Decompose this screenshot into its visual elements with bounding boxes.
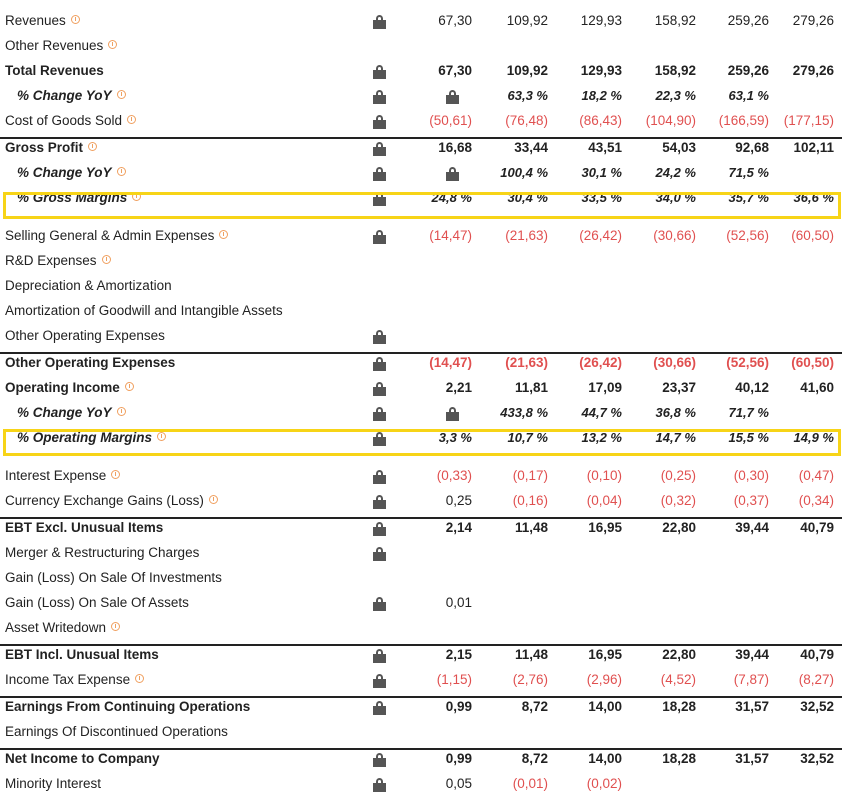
value-cell: 35,7 % bbox=[728, 190, 769, 205]
value-cell: 40,79 bbox=[800, 520, 834, 535]
value-cell: 32,52 bbox=[800, 699, 834, 714]
table-row bbox=[0, 489, 842, 514]
row-label bbox=[5, 699, 250, 715]
row-label bbox=[5, 620, 120, 636]
table-row bbox=[0, 616, 842, 641]
value-cell: 109,92 bbox=[506, 13, 548, 28]
value-cell: (0,34) bbox=[798, 493, 834, 508]
lock-icon bbox=[373, 597, 386, 611]
value-cell: 31,57 bbox=[735, 699, 769, 714]
value-cell: (0,30) bbox=[733, 468, 769, 483]
value-cell: 15,5 % bbox=[728, 430, 769, 445]
row-label-text: Minority Interest bbox=[5, 776, 102, 791]
value-cell: 33,5 % bbox=[581, 190, 622, 205]
value-cell: 158,92 bbox=[654, 63, 696, 78]
row-label-text: % Change YoY bbox=[17, 88, 112, 103]
value-cell: 24,2 % bbox=[655, 165, 696, 180]
row-label-text: Revenues bbox=[5, 13, 66, 28]
row-label bbox=[5, 493, 218, 509]
value-cell: 22,80 bbox=[662, 647, 696, 662]
value-cell: 44,7 % bbox=[581, 405, 622, 420]
value-cell: 11,81 bbox=[514, 380, 548, 395]
row-label-text: Gross Profit bbox=[5, 140, 84, 155]
lock-icon bbox=[373, 65, 386, 79]
row-label-text: R&D Expenses bbox=[5, 253, 97, 268]
value-cell: 40,12 bbox=[735, 380, 769, 395]
highlight-box bbox=[3, 192, 841, 219]
lock-icon bbox=[373, 649, 386, 663]
row-label-text: Earnings From Continuing Operations bbox=[5, 699, 251, 714]
row-label bbox=[5, 278, 172, 294]
value-cell: (0,32) bbox=[660, 493, 696, 508]
row-separator bbox=[0, 137, 842, 139]
row-label bbox=[5, 776, 101, 792]
table-row bbox=[0, 136, 842, 161]
row-label-text: Earnings Of Discontinued Operations bbox=[5, 724, 228, 739]
row-label-text: Other Operating Expenses bbox=[5, 355, 176, 370]
table-row bbox=[0, 324, 842, 349]
row-label-text: Gain (Loss) On Sale Of Assets bbox=[5, 595, 189, 610]
value-cell: 17,09 bbox=[588, 380, 622, 395]
row-label bbox=[5, 13, 80, 29]
table-row bbox=[0, 747, 842, 772]
value-cell: 16,95 bbox=[588, 647, 622, 662]
lock-icon bbox=[373, 230, 386, 244]
info-icon[interactable] bbox=[219, 230, 228, 239]
row-label-text: Asset Writedown bbox=[5, 620, 107, 635]
table-row bbox=[0, 59, 842, 84]
row-label bbox=[5, 38, 117, 54]
value-cell: 67,30 bbox=[438, 13, 472, 28]
table-row bbox=[0, 351, 842, 376]
info-icon[interactable] bbox=[127, 115, 136, 124]
info-icon[interactable] bbox=[88, 142, 97, 151]
value-cell: (26,42) bbox=[579, 355, 622, 370]
row-label-text: Depreciation & Amortization bbox=[5, 278, 172, 293]
table-row bbox=[0, 249, 842, 274]
value-cell: 67,30 bbox=[438, 63, 472, 78]
value-cell: 92,68 bbox=[735, 140, 769, 155]
info-icon[interactable] bbox=[209, 495, 218, 504]
value-cell: 14,00 bbox=[588, 751, 622, 766]
value-cell: 14,00 bbox=[588, 699, 622, 714]
value-cell: 43,51 bbox=[588, 140, 622, 155]
row-label-text: Currency Exchange Gains (Loss) bbox=[5, 493, 204, 508]
row-label bbox=[5, 545, 199, 561]
lock-icon bbox=[373, 330, 386, 344]
row-label bbox=[5, 468, 120, 484]
value-cell: 11,48 bbox=[514, 647, 548, 662]
value-cell: 22,3 % bbox=[655, 88, 696, 103]
row-label bbox=[17, 165, 126, 181]
value-cell: 11,48 bbox=[514, 520, 548, 535]
value-cell: 30,4 % bbox=[507, 190, 548, 205]
value-cell: (0,01) bbox=[512, 776, 548, 791]
table-row bbox=[0, 401, 842, 426]
row-separator bbox=[0, 517, 842, 519]
lock-icon bbox=[373, 167, 386, 181]
value-cell: 18,28 bbox=[662, 699, 696, 714]
value-cell: 31,57 bbox=[735, 751, 769, 766]
row-label-text: % Change YoY bbox=[17, 165, 112, 180]
value-cell: (2,96) bbox=[586, 672, 622, 687]
row-label bbox=[5, 140, 97, 156]
table-row bbox=[0, 720, 842, 745]
value-cell: 10,7 % bbox=[507, 430, 548, 445]
info-icon[interactable] bbox=[117, 407, 126, 416]
value-cell: 39,44 bbox=[735, 520, 769, 535]
value-cell: 259,26 bbox=[727, 63, 769, 78]
row-label bbox=[5, 228, 228, 244]
value-cell: (60,50) bbox=[791, 355, 834, 370]
value-cell: (2,76) bbox=[512, 672, 548, 687]
value-cell: 16,95 bbox=[588, 520, 622, 535]
info-icon[interactable] bbox=[108, 40, 117, 49]
value-cell: 2,21 bbox=[445, 380, 472, 395]
row-label bbox=[5, 672, 144, 688]
value-cell: (8,27) bbox=[798, 672, 834, 687]
row-label-text: % Operating Margins bbox=[17, 430, 153, 445]
value-cell: 71,7 % bbox=[728, 405, 769, 420]
table-row bbox=[0, 376, 842, 401]
row-label bbox=[5, 520, 163, 536]
row-separator bbox=[0, 644, 842, 646]
value-cell: (21,63) bbox=[505, 355, 548, 370]
info-icon[interactable] bbox=[71, 15, 80, 24]
row-label bbox=[5, 570, 222, 586]
value-cell: (0,04) bbox=[586, 493, 622, 508]
row-separator bbox=[0, 748, 842, 750]
value-cell: (104,90) bbox=[645, 113, 696, 128]
lock-icon bbox=[373, 382, 386, 396]
value-cell: (0,37) bbox=[733, 493, 769, 508]
row-label bbox=[5, 355, 175, 371]
value-cell: (14,47) bbox=[429, 355, 472, 370]
info-icon[interactable] bbox=[135, 674, 144, 683]
value-cell: (86,43) bbox=[579, 113, 622, 128]
value-cell: (21,63) bbox=[505, 228, 548, 243]
row-label bbox=[5, 647, 159, 663]
lock-icon bbox=[373, 407, 386, 421]
row-label bbox=[5, 113, 136, 129]
highlight-box bbox=[3, 429, 841, 456]
lock-icon bbox=[373, 522, 386, 536]
table-row bbox=[0, 668, 842, 693]
table-row bbox=[0, 772, 842, 797]
row-label bbox=[17, 88, 126, 104]
value-cell: 18,28 bbox=[662, 751, 696, 766]
info-icon[interactable] bbox=[111, 622, 120, 631]
value-cell: (30,66) bbox=[653, 228, 696, 243]
value-cell: (0,33) bbox=[436, 468, 472, 483]
row-label bbox=[5, 328, 165, 344]
value-cell: 13,2 % bbox=[581, 430, 622, 445]
table-row bbox=[0, 299, 842, 324]
lock-icon bbox=[373, 357, 386, 371]
value-cell: 279,26 bbox=[792, 63, 834, 78]
value-cell: 18,2 % bbox=[581, 88, 622, 103]
value-cell: 0,05 bbox=[445, 776, 472, 791]
value-cell: 8,72 bbox=[521, 699, 548, 714]
value-cell: 259,26 bbox=[727, 13, 769, 28]
row-label bbox=[5, 751, 160, 767]
value-cell: 129,93 bbox=[580, 13, 622, 28]
lock-icon bbox=[373, 495, 386, 509]
table-row bbox=[0, 109, 842, 134]
value-cell: 3,3 % bbox=[438, 430, 472, 445]
value-cell: (0,17) bbox=[512, 468, 548, 483]
value-cell: 433,8 % bbox=[500, 405, 548, 420]
value-cell: 102,11 bbox=[793, 140, 834, 155]
value-cell: 36,6 % bbox=[793, 190, 834, 205]
table-row bbox=[0, 274, 842, 299]
value-cell: (14,47) bbox=[429, 228, 472, 243]
value-cell: (7,87) bbox=[733, 672, 769, 687]
row-label-text: Cost of Goods Sold bbox=[5, 113, 123, 128]
table-row bbox=[0, 464, 842, 489]
row-label bbox=[5, 380, 134, 396]
info-icon[interactable] bbox=[117, 90, 126, 99]
value-cell: 14,7 % bbox=[655, 430, 696, 445]
value-cell: 158,92 bbox=[654, 13, 696, 28]
info-icon[interactable] bbox=[117, 167, 126, 176]
table-row bbox=[0, 224, 842, 249]
value-cell: (166,59) bbox=[718, 113, 769, 128]
value-cell: (60,50) bbox=[791, 228, 834, 243]
lock-icon bbox=[373, 701, 386, 715]
lock-icon bbox=[373, 778, 386, 792]
lock-icon bbox=[373, 142, 386, 156]
value-cell: (177,15) bbox=[783, 113, 834, 128]
table-row bbox=[0, 643, 842, 668]
value-cell: 14,9 % bbox=[793, 430, 834, 445]
value-cell: 32,52 bbox=[800, 751, 834, 766]
value-cell: (0,16) bbox=[512, 493, 548, 508]
row-label bbox=[5, 724, 228, 740]
value-cell: (0,47) bbox=[798, 468, 834, 483]
table-row bbox=[0, 516, 842, 541]
value-cell: 54,03 bbox=[662, 140, 696, 155]
row-label bbox=[5, 253, 111, 269]
lock-icon bbox=[373, 547, 386, 561]
value-cell: (26,42) bbox=[579, 228, 622, 243]
row-label-text: % Gross Margins bbox=[17, 190, 128, 205]
table-row bbox=[0, 9, 842, 34]
row-label-text: Other Revenues bbox=[5, 38, 104, 53]
value-cell: 16,68 bbox=[438, 140, 472, 155]
value-cell: 2,14 bbox=[445, 520, 472, 535]
lock-icon bbox=[446, 90, 459, 104]
value-cell: 100,4 % bbox=[500, 165, 548, 180]
value-cell: (0,02) bbox=[586, 776, 622, 791]
value-cell: (52,56) bbox=[726, 355, 769, 370]
row-separator bbox=[0, 352, 842, 354]
table-row bbox=[0, 34, 842, 59]
row-label-text: Other Operating Expenses bbox=[5, 328, 165, 343]
value-cell: 39,44 bbox=[735, 647, 769, 662]
value-cell: 0,99 bbox=[445, 699, 472, 714]
info-icon[interactable] bbox=[111, 470, 120, 479]
value-cell: (0,25) bbox=[660, 468, 696, 483]
value-cell: (50,61) bbox=[429, 113, 472, 128]
value-cell: 40,79 bbox=[800, 647, 834, 662]
row-label bbox=[5, 595, 189, 611]
row-label-text: Net Income to Company bbox=[5, 751, 160, 766]
lock-icon bbox=[446, 167, 459, 181]
row-label-text: Interest Expense bbox=[5, 468, 107, 483]
value-cell: 23,37 bbox=[662, 380, 696, 395]
value-cell: (0,10) bbox=[586, 468, 622, 483]
table-row bbox=[0, 591, 842, 616]
value-cell: (4,52) bbox=[660, 672, 696, 687]
row-label-text: EBT Incl. Unusual Items bbox=[5, 647, 159, 662]
value-cell: 24,8 % bbox=[431, 190, 472, 205]
value-cell: 129,93 bbox=[580, 63, 622, 78]
value-cell: 109,92 bbox=[506, 63, 548, 78]
value-cell: 279,26 bbox=[792, 13, 834, 28]
table-row bbox=[0, 84, 842, 109]
lock-icon bbox=[446, 407, 459, 421]
lock-icon bbox=[373, 90, 386, 104]
info-icon[interactable] bbox=[102, 255, 111, 264]
value-cell: (76,48) bbox=[505, 113, 548, 128]
row-label-text: Income Tax Expense bbox=[5, 672, 131, 687]
row-label-text: Operating Income bbox=[5, 380, 120, 395]
value-cell: 0,99 bbox=[445, 751, 472, 766]
table-row bbox=[0, 695, 842, 720]
row-label bbox=[17, 405, 126, 421]
row-label-text: Gain (Loss) On Sale Of Investments bbox=[5, 570, 222, 585]
value-cell: (30,66) bbox=[653, 355, 696, 370]
lock-icon bbox=[373, 470, 386, 484]
table-row bbox=[0, 161, 842, 186]
row-label-text: EBT Excl. Unusual Items bbox=[5, 520, 164, 535]
row-label-text: Total Revenues bbox=[5, 63, 104, 78]
value-cell: 41,60 bbox=[800, 380, 834, 395]
value-cell: 34,0 % bbox=[655, 190, 696, 205]
value-cell: (52,56) bbox=[726, 228, 769, 243]
lock-icon bbox=[373, 15, 386, 29]
row-separator bbox=[0, 696, 842, 698]
row-label-text: Selling General & Admin Expenses bbox=[5, 228, 215, 243]
value-cell: 71,5 % bbox=[728, 165, 769, 180]
value-cell: 30,1 % bbox=[581, 165, 622, 180]
row-label-text: Amortization of Goodwill and Intangible Assets bbox=[5, 303, 283, 318]
value-cell: 2,15 bbox=[445, 647, 472, 662]
value-cell: 63,1 % bbox=[728, 88, 769, 103]
value-cell: 36,8 % bbox=[655, 405, 696, 420]
lock-icon bbox=[373, 674, 386, 688]
table-row bbox=[0, 541, 842, 566]
value-cell: 22,80 bbox=[662, 520, 696, 535]
lock-icon bbox=[373, 115, 386, 129]
info-icon[interactable] bbox=[125, 382, 134, 391]
table-row bbox=[0, 566, 842, 591]
row-label-text: Merger & Restructuring Charges bbox=[5, 545, 200, 560]
value-cell: 0,01 bbox=[445, 595, 472, 610]
value-cell: 0,25 bbox=[445, 493, 472, 508]
row-label bbox=[5, 63, 104, 79]
lock-icon bbox=[373, 753, 386, 767]
row-label-text: % Change YoY bbox=[17, 405, 112, 420]
value-cell: 8,72 bbox=[521, 751, 548, 766]
value-cell: 33,44 bbox=[514, 140, 548, 155]
row-label bbox=[5, 303, 283, 319]
value-cell: (1,15) bbox=[436, 672, 472, 687]
value-cell: 63,3 % bbox=[507, 88, 548, 103]
